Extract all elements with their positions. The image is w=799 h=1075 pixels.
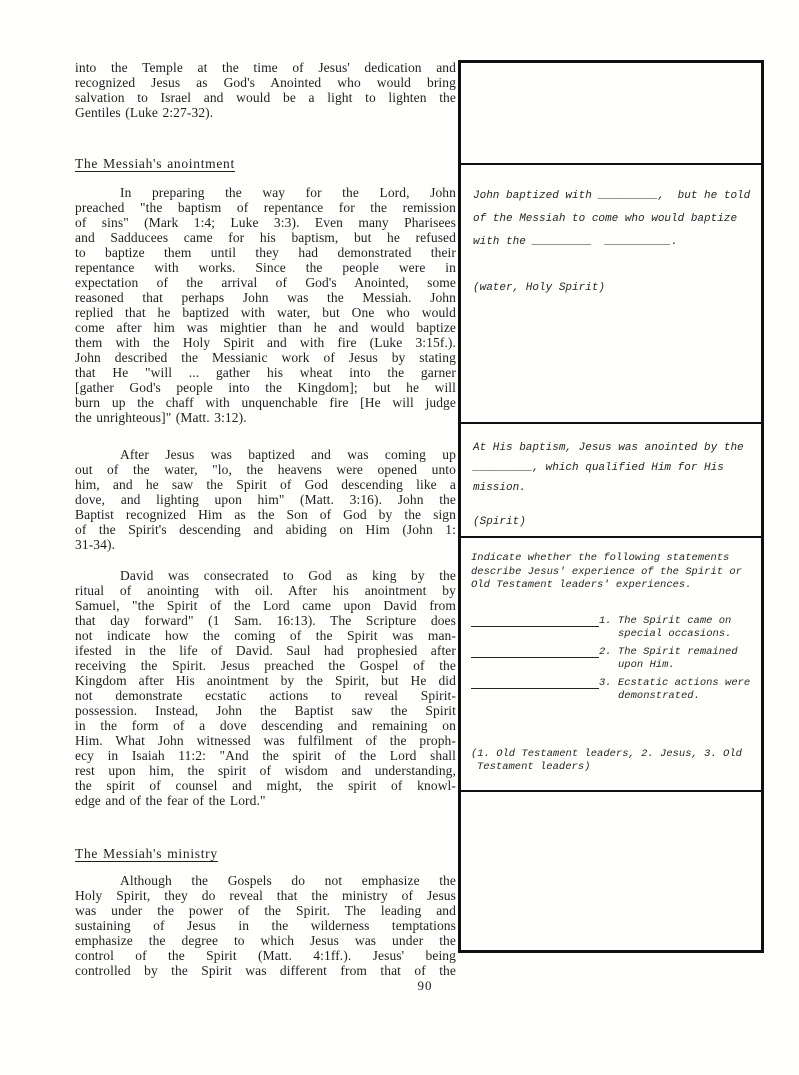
answer-blank-line xyxy=(471,677,599,689)
text-line: Samuel, "the Spirit of the Lord came upon David from xyxy=(75,598,456,613)
text-line: In preparing the way for the Lord, John xyxy=(120,185,456,200)
matching-items xyxy=(471,615,757,704)
text-line: John described the Messianic work of Jesus by stating xyxy=(75,350,456,365)
answer-key-line: Testament leaders) xyxy=(477,761,591,773)
paragraph xyxy=(75,60,456,120)
text-line: dove, and lighting upon him" (Matt. 3:16). John the xyxy=(75,492,456,507)
text-line: not indicate how the coming of the Spirit was man- xyxy=(75,628,456,643)
section-heading-text: The Messiah's ministry xyxy=(75,846,218,861)
answer-blank-line xyxy=(471,646,599,658)
exercise-instruction-line: describe Jesus' experience of the Spirit or xyxy=(471,565,742,578)
text-line: repentance with works. Since the people were in xyxy=(75,260,456,275)
text-line: After Jesus was baptized and was coming up xyxy=(120,447,456,462)
exercise-text-line: of the Messiah to come who would baptize xyxy=(473,213,738,225)
text-line: emphasize the degree to which Jesus was under the xyxy=(75,933,456,948)
text-line: replied that he baptized with water, but One who would xyxy=(75,305,456,320)
exercise-text-line: mission. xyxy=(473,482,526,494)
answer-key xyxy=(473,277,755,300)
exercise-box-empty-top xyxy=(461,63,761,165)
text-line: ifested in the life of David. Saul had prophesied after xyxy=(75,643,456,658)
text-line: Gentiles (Luke 2:27-32). xyxy=(75,105,214,120)
text-line: of sins" (Mark 1:4; Luke 3:3). Even many Pharisees xyxy=(75,215,456,230)
exercise-text-line: with the _________ __________. xyxy=(473,236,678,248)
text-line: edge and of the fear of the Lord." xyxy=(75,793,266,808)
text-line: and Sadducees came for his baptism, but he refused xyxy=(75,230,456,245)
text-line: burn up the chaff with unquenchable fire [He will judge xyxy=(75,395,456,410)
text-line: ecy in Isaiah 11:2: "And the spirit of the Lord shall xyxy=(75,748,456,763)
answer-key xyxy=(473,512,755,532)
text-line: ritual of anointing with oil. After his anointment by xyxy=(75,583,456,598)
section-heading xyxy=(75,156,456,173)
text-line: that day forward" (1 Sam. 16:13). The Scripture does xyxy=(75,613,456,628)
page-number: 90 xyxy=(417,978,433,993)
matching-item xyxy=(471,615,757,642)
exercise-box-anointed-at-baptism-fill-in xyxy=(461,424,761,538)
matching-item-line: demonstrated. xyxy=(618,690,700,702)
text-line: the unrighteous]" (Matt. 3:12). xyxy=(75,410,247,425)
text-line: reasoned that perhaps John was the Messiah. John xyxy=(75,290,456,305)
text-line: Kingdom after His anointment by the Spirit, but He did xyxy=(75,673,456,688)
text-line: of the Spirit's descending and abiding on Him (John 1: xyxy=(75,522,456,537)
text-line: possession. Instead, John the Baptist saw the Spirit xyxy=(75,703,456,718)
exercise-box-spirit-experience-matching xyxy=(461,538,761,792)
text-line: in the form of a dove descending and remaining on xyxy=(75,718,456,733)
main-text-column xyxy=(75,60,456,978)
section-heading-text: The Messiah's anointment xyxy=(75,156,235,171)
text-line: salvation to Israel and would be a light to lighten the xyxy=(75,90,456,105)
text-line: was under the power of the Spirit. The leading and xyxy=(75,903,456,918)
text-line: Although the Gospels do not emphasize the xyxy=(120,873,456,888)
text-line: receiving the Spirit. Jesus preached the Gospel of the xyxy=(75,658,456,673)
text-line: rest upon him, the spirit of wisdom and understanding, xyxy=(75,763,456,778)
matching-item-text xyxy=(599,615,731,642)
paragraph xyxy=(75,447,456,552)
exercise-text-line: _________, which qualified Him for His xyxy=(473,462,724,474)
text-line: recognized Jesus as God's Anointed who would bring xyxy=(75,75,456,90)
exercise-box-john-baptism-fill-in xyxy=(461,165,761,424)
answer-key-line: (Spirit) xyxy=(473,516,526,528)
paragraph xyxy=(75,873,456,978)
answer-key-line: (water, Holy Spirit) xyxy=(473,282,606,294)
answer-blank-line xyxy=(471,615,599,627)
text-line: them with the Holy Spirit and with fire (Luke 3:15f.). xyxy=(75,335,456,350)
text-line: not demonstrate ecstatic actions to reveal Spirit- xyxy=(75,688,456,703)
section-heading xyxy=(75,846,456,863)
exercise-text-line: John baptized with _________, but he told xyxy=(473,190,751,202)
paragraph xyxy=(75,185,456,425)
matching-item xyxy=(471,677,757,704)
matching-item xyxy=(471,646,757,673)
text-line: come after him was mightier than he and would baptize xyxy=(75,320,456,335)
text-line: [gather God's people into the Kingdom]; but he will xyxy=(75,380,456,395)
matching-item-text xyxy=(599,677,750,704)
matching-item-text xyxy=(599,646,738,673)
text-line: to baptize them until they had demonstrated their xyxy=(75,245,456,260)
text-line: David was consecrated to God as king by the xyxy=(120,568,456,583)
text-line: control of the Spirit (Matt. 4:1ff.). Jesus' being xyxy=(75,948,456,963)
text-line: that He "will ... gather his wheat into the garner xyxy=(75,365,456,380)
text-line: Him. What John witnessed was fulfilment of the proph- xyxy=(75,733,456,748)
exercise-boxes-column xyxy=(458,60,764,953)
text-line: 31-34). xyxy=(75,537,116,552)
text-line: out of the water, "lo, the heavens were opened unto xyxy=(75,462,456,477)
text-line: Baptist recognized Him as the Son of God by the sign xyxy=(75,507,456,522)
answer-key-line: (1. Old Testament leaders, 2. Jesus, 3. Old xyxy=(471,747,742,760)
text-line: expectation of the arrival of God's Anointed, some xyxy=(75,275,456,290)
matching-item-line: 3. Ecstatic actions were xyxy=(599,676,751,689)
text-line: sustaining of Jesus in the wilderness temptations xyxy=(75,918,456,933)
exercise-box-empty-bottom xyxy=(461,792,761,950)
text-line: Holy Spirit, they do reveal that the ministry of Jesus xyxy=(75,888,456,903)
text-line: him, and he saw the Spirit of God descending like a xyxy=(75,477,456,492)
text-line: preached "the baptism of repentance for the remission xyxy=(75,200,456,215)
exercise-instruction-line: Old Testament leaders' experiences. xyxy=(471,579,692,591)
answer-key xyxy=(471,748,757,775)
text-line: controlled by the Spirit was different from that of the xyxy=(75,963,456,978)
paragraph xyxy=(75,568,456,808)
text-line: into the Temple at the time of Jesus' dedication and xyxy=(75,60,456,75)
matching-item-line: 2. The Spirit remained xyxy=(599,645,738,658)
text-line: the spirit of counsel and might, the spirit of knowl- xyxy=(75,778,456,793)
exercise-text-line: At His baptism, Jesus was anointed by the xyxy=(473,442,744,454)
matching-item-line: special occasions. xyxy=(618,628,732,640)
matching-item-line: upon Him. xyxy=(618,659,675,671)
matching-item-line: 1. The Spirit came on xyxy=(599,614,732,627)
exercise-instruction-line: Indicate whether the following statements xyxy=(471,552,730,564)
